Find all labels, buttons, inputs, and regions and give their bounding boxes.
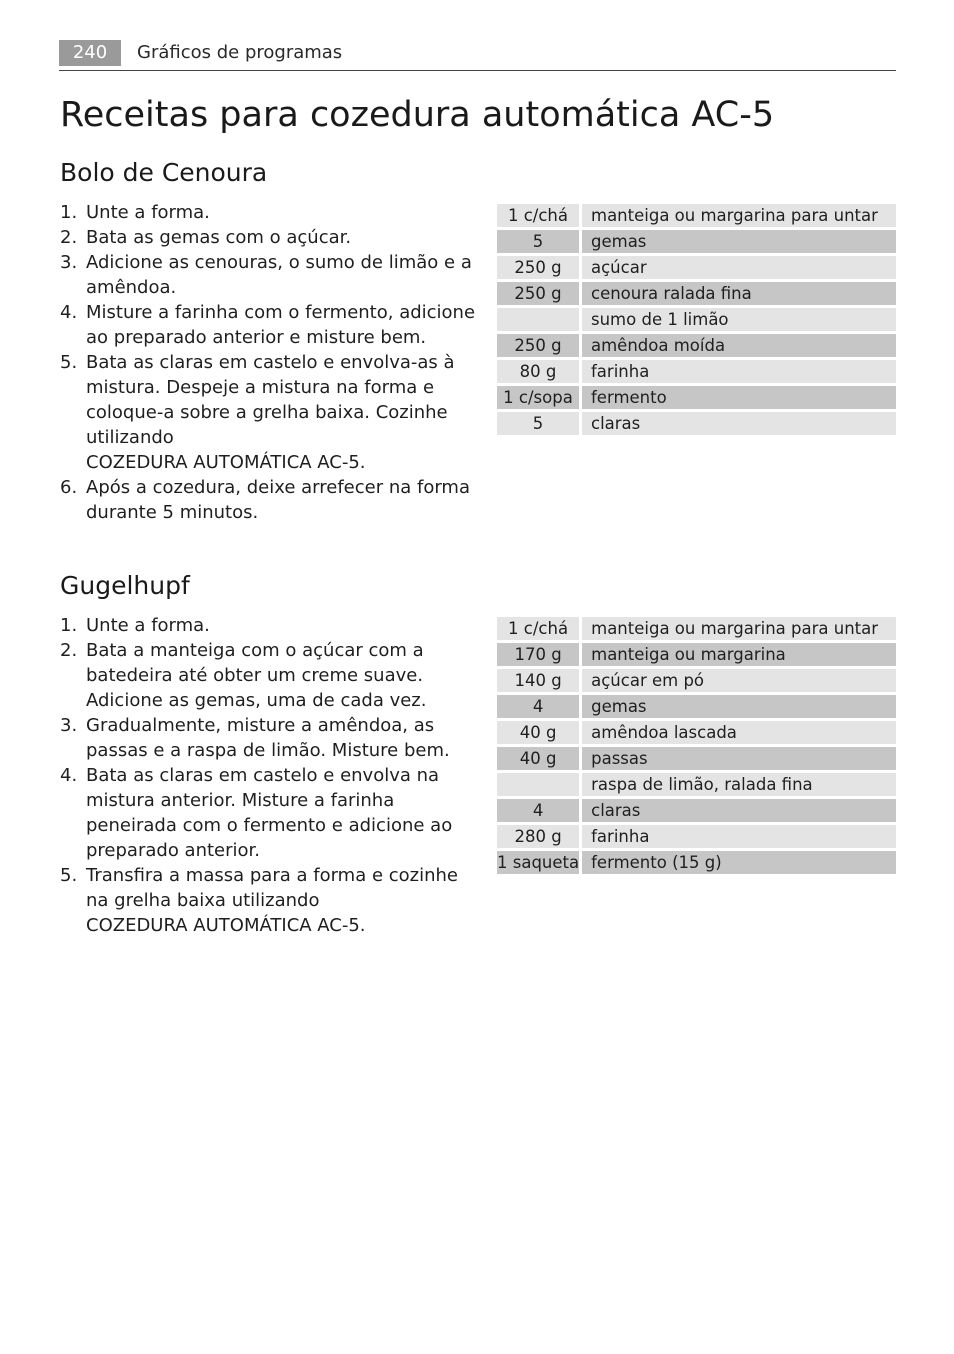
step-text: Unte a forma. — [86, 202, 210, 223]
ingredient-row — [497, 308, 896, 331]
ingredient-row — [497, 256, 896, 279]
recipe-title-gugelhupf: Gugelhupf — [60, 571, 190, 600]
step-number: 5. — [60, 352, 78, 373]
step-text: Transfira a massa para a forma e cozinhe na grelha baixa utilizando COZEDURA AUTOMÁTICA AC-5. — [86, 865, 459, 936]
ingredient-quantity: 1 c/chá — [497, 617, 582, 640]
section-title: Gráficos de programas — [137, 42, 343, 63]
ingredient-name: gemas — [582, 230, 896, 253]
step-number: 5. — [60, 865, 78, 886]
ingredient-row — [497, 799, 896, 822]
ingredient-quantity: 140 g — [497, 669, 582, 692]
ingredient-row — [497, 747, 896, 770]
page-title: Receitas para cozedura automática AC-5 — [60, 95, 775, 135]
step-text: Bata as claras em castelo e envolva na mistura anterior. Misture a farinha peneirada com o fermento e adicione ao preparado anterior. — [86, 765, 453, 861]
ingredients-table-bolo-de-cenoura — [497, 201, 896, 438]
ingredient-name: gemas — [582, 695, 896, 718]
step-number: 3. — [60, 252, 78, 273]
ingredient-row — [497, 773, 896, 796]
ingredient-name: manteiga ou margarina — [582, 643, 896, 666]
step-text: Unte a forma. — [86, 615, 210, 636]
ingredient-name: claras — [582, 412, 896, 435]
ingredient-quantity: 80 g — [497, 360, 582, 383]
ingredient-name: amêndoa lascada — [582, 721, 896, 744]
ingredient-row — [497, 360, 896, 383]
ingredient-quantity: 1 c/sopa — [497, 386, 582, 409]
ingredient-row — [497, 386, 896, 409]
ingredient-row — [497, 695, 896, 718]
step-text: Misture a farinha com o fermento, adicione ao preparado anterior e misture bem. — [86, 302, 476, 348]
ingredient-name: farinha — [582, 360, 896, 383]
ingredient-quantity: 250 g — [497, 282, 582, 305]
step-number: 6. — [60, 477, 78, 498]
ingredient-row — [497, 204, 896, 227]
ingredient-row — [497, 230, 896, 253]
ingredient-quantity: 170 g — [497, 643, 582, 666]
recipe-step — [60, 863, 480, 938]
ingredient-name: fermento (15 g) — [582, 851, 896, 874]
ingredient-quantity: 250 g — [497, 334, 582, 357]
step-text: Bata as claras em castelo e envolva-as à mistura. Despeje a mistura na forma e coloque-a sobre a grelha baixa. Cozinhe utilizando COZEDURA AUTOMÁTICA AC-5. — [86, 352, 455, 473]
ingredient-row — [497, 721, 896, 744]
ingredient-row — [497, 669, 896, 692]
step-number: 1. — [60, 202, 78, 223]
ingredient-quantity: 250 g — [497, 256, 582, 279]
ingredient-quantity: 1 c/chá — [497, 204, 582, 227]
ingredient-name: açúcar em pó — [582, 669, 896, 692]
ingredient-name: raspa de limão, ralada fina — [582, 773, 896, 796]
ingredient-quantity — [497, 308, 582, 331]
ingredient-name: açúcar — [582, 256, 896, 279]
step-text: Bata as gemas com o açúcar. — [86, 227, 352, 248]
ingredient-quantity: 4 — [497, 799, 582, 822]
ingredient-quantity: 1 saqueta — [497, 851, 582, 874]
recipe-step — [60, 638, 480, 713]
recipe-step — [60, 350, 480, 475]
page-number: 240 — [59, 40, 121, 66]
step-text: Bata a manteiga com o açúcar com a batedeira até obter um creme suave. Adicione as gemas, uma de cada vez. — [86, 640, 427, 711]
ingredient-row — [497, 334, 896, 357]
ingredient-row — [497, 282, 896, 305]
recipe-step — [60, 250, 480, 300]
ingredient-name: fermento — [582, 386, 896, 409]
ingredient-row — [497, 412, 896, 435]
step-text: Gradualmente, misture a amêndoa, as passas e a raspa de limão. Misture bem. — [86, 715, 450, 761]
step-number: 2. — [60, 640, 78, 661]
ingredient-quantity: 5 — [497, 230, 582, 253]
recipe-step — [60, 475, 480, 525]
ingredient-quantity — [497, 773, 582, 796]
ingredient-name: amêndoa moída — [582, 334, 896, 357]
recipe-step — [60, 200, 480, 225]
ingredient-row — [497, 617, 896, 640]
recipe-title-bolo-de-cenoura: Bolo de Cenoura — [60, 158, 268, 187]
ingredient-name: cenoura ralada fina — [582, 282, 896, 305]
step-number: 3. — [60, 715, 78, 736]
recipe-step — [60, 613, 480, 638]
step-text: Adicione as cenouras, o sumo de limão e a amêndoa. — [86, 252, 472, 298]
step-number: 4. — [60, 765, 78, 786]
ingredient-row — [497, 851, 896, 874]
ingredient-name: manteiga ou margarina para untar — [582, 617, 896, 640]
step-text: Após a cozedura, deixe arrefecer na forma durante 5 minutos. — [86, 477, 470, 523]
step-number: 2. — [60, 227, 78, 248]
recipe-step — [60, 763, 480, 863]
ingredient-quantity: 4 — [497, 695, 582, 718]
ingredient-quantity: 5 — [497, 412, 582, 435]
ingredient-row — [497, 825, 896, 848]
ingredient-quantity: 40 g — [497, 721, 582, 744]
ingredients-table-gugelhupf — [497, 614, 896, 877]
page-header — [59, 40, 896, 71]
ingredient-name: farinha — [582, 825, 896, 848]
step-number: 4. — [60, 302, 78, 323]
recipe-steps-bolo-de-cenoura — [60, 200, 480, 525]
ingredient-name: sumo de 1 limão — [582, 308, 896, 331]
ingredient-name: manteiga ou margarina para untar — [582, 204, 896, 227]
ingredient-quantity: 280 g — [497, 825, 582, 848]
ingredient-quantity: 40 g — [497, 747, 582, 770]
ingredient-name: claras — [582, 799, 896, 822]
ingredient-name: passas — [582, 747, 896, 770]
recipe-step — [60, 225, 480, 250]
recipe-step — [60, 713, 480, 763]
ingredient-row — [497, 643, 896, 666]
step-number: 1. — [60, 615, 78, 636]
recipe-steps-gugelhupf — [60, 613, 480, 938]
recipe-step — [60, 300, 480, 350]
